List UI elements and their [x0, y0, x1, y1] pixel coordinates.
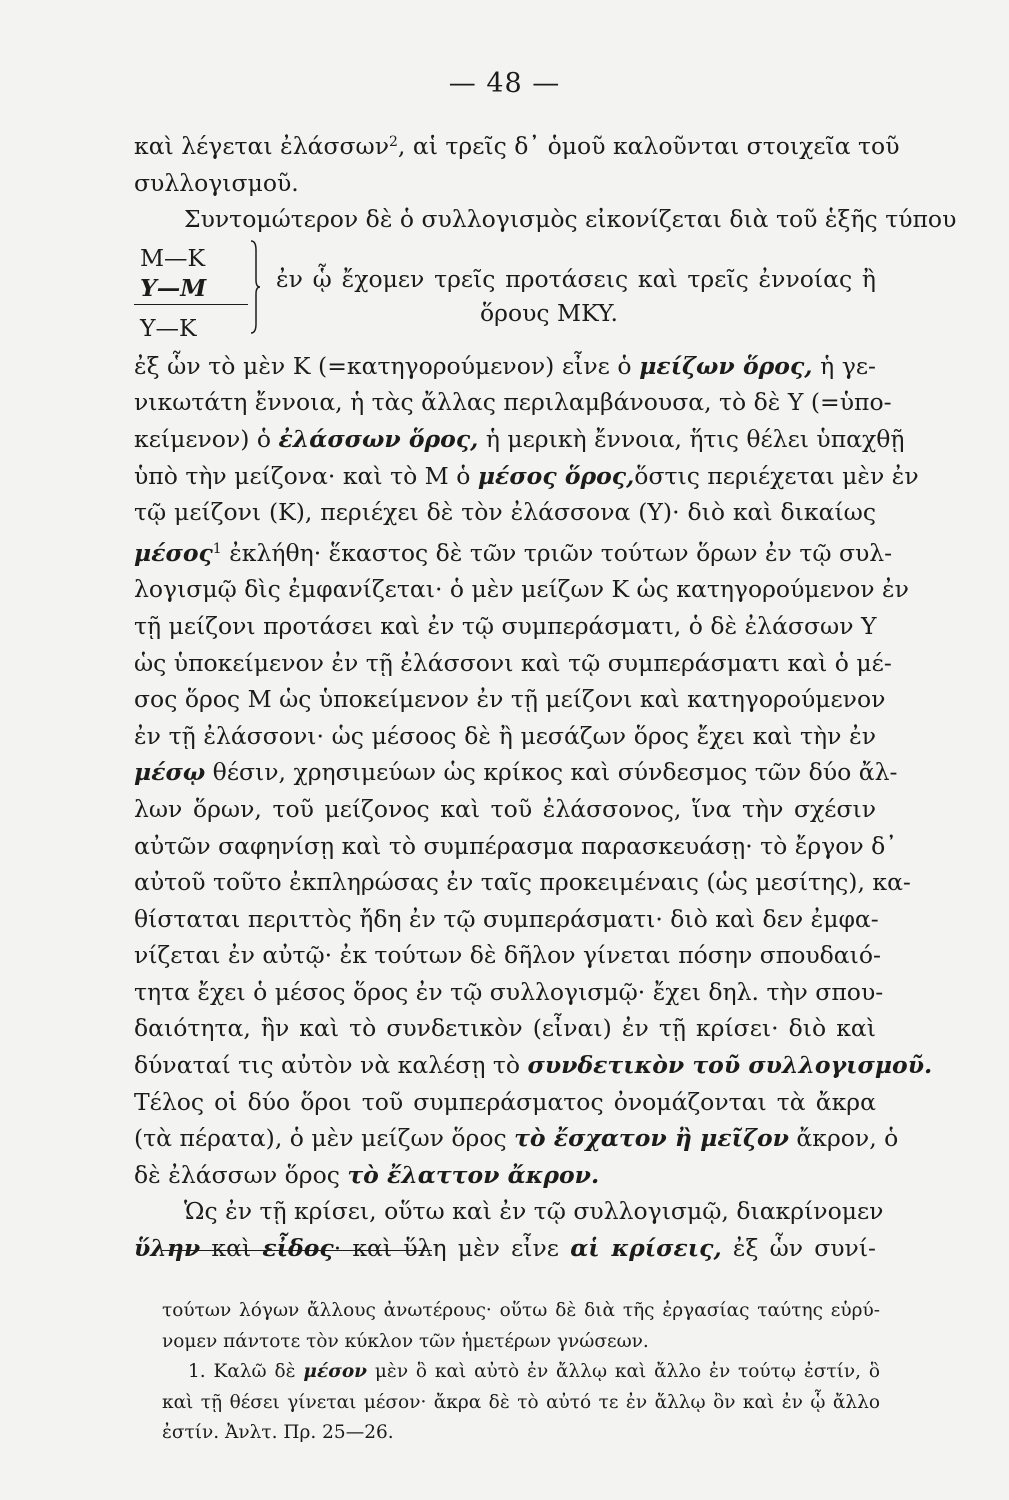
footnote-ref: 1 [212, 540, 222, 557]
text-line: ὡς ὑποκείμενον ἐν τῇ ἐλάσσονι καὶ τῷ συμπεράσματι καὶ ὁ μέ- [134, 648, 892, 677]
text-line: τητα ἔχει ὁ μέσος ὅρος ἐν τῷ συλλογισμῷ· ἔχει δηλ. τὴν σπου- [134, 977, 884, 1006]
footnotes [162, 1296, 880, 1449]
emphasis: συνδετικὸν τοῦ συλλογισμοῦ. [527, 1051, 933, 1080]
text-line: μέσος$^1$ ἐκλήθη· ἕκαστος δὲ τῶν τριῶν τούτων ὅρων ἐν τῷ συλ- [134, 538, 893, 567]
text-line: κείμενον) ὁ ἐλάσσων ὅρος, ἡ μερικὴ ἔννοια, ἥτις θέλει ὑπαχθῇ [134, 424, 905, 453]
schema-explanation [276, 262, 876, 330]
text-line: ὑπὸ τὴν μείζονα· καὶ τὸ M ὁ μέσος ὅρος,ὅστις περιέχεται μὲν ἐν [134, 461, 919, 490]
footnote-line: 1. Καλῶ δὲ μέσον μὲν ὃ καὶ αὐτὸ ἐν ἄλλῳ καὶ ἄλλο ἐν τούτῳ ἐστίν, ὃ [188, 1361, 881, 1382]
text-line: καὶ λέγεται ἐλάσσων$^2$, αἱ τρεῖς δ᾽ ὁμοῦ καλοῦνται στοιχεῖα τοῦ [134, 132, 900, 160]
emphasis: ὕλην [134, 1234, 201, 1263]
footnote-line: νομεν πάντοτε τὸν κύκλον τῶν ἡμετέρων γνώσεων. [162, 1330, 649, 1352]
emphasis: μέσος ὅρος, [477, 461, 635, 490]
conclusion-rule [134, 304, 248, 305]
text-line: νικωτάτη ἔννοια, ἡ τὰς ἄλλας περιλαμβάνουσα, τὸ δὲ Y (=ὑπο- [134, 388, 892, 417]
text-line: λογισμῷ δὶς ἐμφανίζεται· ὁ μὲν μείζων K ὡς κατηγορούμενον ἐν [134, 575, 909, 604]
emphasis: μέσος [134, 538, 213, 567]
syllogism-schema [134, 238, 876, 348]
text-line: τῇ μείζονι προτάσει καὶ ἐν τῷ συμπεράσματι, ὁ δὲ ἐλάσσων Y [134, 611, 877, 640]
footnote-line: τούτων λόγων ἄλλους ἀνωτέρους· οὕτω δὲ διὰ τῆς ἐργασίας ταύτης εὑρύ- [162, 1300, 880, 1321]
major-premise: M—K [140, 243, 206, 272]
text-line: αὐτῶν σαφηνίσῃ καὶ τὸ συμπέρασμα παρασκευάσῃ· τὸ ἔργον δ᾽ [134, 831, 898, 860]
text-line: ἐξ ὧν τὸ μὲν K (=κατηγορούμενον) εἶνε ὁ μείζων ὅρος, ἡ γε- [134, 351, 876, 380]
emphasis: ἐλάσσων ὅρος, [278, 424, 479, 453]
emphasis: μέσον [303, 1361, 368, 1382]
emphasis: τὸ ἔλαττον ἄκρον. [347, 1160, 600, 1189]
text-line: νίζεται ἐν αὐτῷ· ἐκ τούτων δὲ δῆλον γίνεται πόσην σπουδαιό- [134, 941, 881, 970]
text-line: ἐν τῇ ἐλάσσονι· ὡς μέσοος δὲ ἢ μεσάζων ὅρος ἔχει καὶ τὴν ἐν [134, 721, 876, 750]
emphasis: μέσῳ [134, 758, 206, 787]
footnote-line: ἐστίν. Ἀνλτ. Πρ. 25—26. [162, 1422, 394, 1443]
emphasis: εἶδος [262, 1234, 334, 1263]
text-line: σος ὅρος M ὡς ὑποκείμενον ἐν τῇ μείζονι καὶ κατηγορούμενον [134, 685, 886, 714]
text-line: Συντομώτερον δὲ ὁ συλλογισμὸς εἰκονίζεται διὰ τοῦ ἑξῆς τύπου [184, 205, 957, 234]
text-line: ὅρους MKY. [480, 298, 618, 327]
emphasis: αἱ κρίσεις, [570, 1234, 722, 1263]
text-line: Ὡς ἐν τῇ κρίσει, οὕτω καὶ ἐν τῷ συλλογισμῷ, διακρίνομεν [184, 1197, 884, 1226]
main-text [134, 124, 957, 1267]
text-line: δύναταί τις αὐτὸν νὰ καλέσῃ τὸ συνδετικὸν τοῦ συλλογισμοῦ. [134, 1051, 933, 1080]
text-line: λων ὅρων, τοῦ μείζονος καὶ τοῦ ἐλάσσονος, ἵνα τὴν σχέσιν [134, 794, 876, 823]
text-line: συλλογισμοῦ. [134, 168, 299, 197]
text-line: δαιότητα, ἣν καὶ τὸ συνδετικὸν (εἶναι) ἐν τῇ κρίσει· διὸ καὶ [134, 1014, 876, 1043]
footnote-line: καὶ τῇ θέσει γίνεται μέσον· ἄκρα δὲ τὸ αὐτό τε ἐν ἄλλῳ ὂν καὶ ἐν ᾧ ἄλλο [162, 1391, 880, 1413]
emphasis: τὸ ἔσχατον ἢ μεῖζον [514, 1124, 789, 1153]
page-number: — 48 — [448, 68, 561, 99]
text-line: ἐν ᾧ ἔχομεν τρεῖς προτάσεις καὶ τρεῖς ἐννοίας ἢ [276, 264, 876, 293]
text-line: μέσῳ θέσιν, χρησιμεύων ὡς κρίκος καὶ σύνδεσμος τῶν δύο ἄλ- [134, 758, 898, 787]
text-line: (τὰ πέρατα), ὁ μὲν μείζων ὅρος τὸ ἔσχατον ἢ μεῖζον ἄκρον, ὁ [134, 1124, 899, 1153]
text-line: τῷ μείζονι (K), περιέχει δὲ τὸν ἐλάσσονα (Y)· διὸ καὶ δικαίως [134, 498, 876, 527]
conclusion: Y—K [140, 313, 197, 342]
text-line: θίσταται περιττὸς ἤδη ἐν τῷ συμπεράσματι· διὸ καὶ δεν ἐμφα- [134, 904, 879, 933]
brace-icon [250, 240, 260, 334]
emphasis: μείζων ὅρος, [639, 351, 813, 380]
text-line: ὕλην καὶ εἶδος· καὶ ὕλη μὲν εἶνε αἱ κρίσεις, ἐξ ὧν συνί- [134, 1234, 876, 1263]
text-line: αὐτοῦ τοῦτο ἐκπληρώσας ἐν ταῖς προκειμέναις (ὡς μεσίτης), κα- [134, 868, 911, 897]
text-line: Τέλος οἱ δύο ὅροι τοῦ συμπεράσματος ὀνομάζονται τὰ ἄκρα [134, 1087, 876, 1116]
footnote-ref: 2 [389, 134, 398, 150]
minor-premise: Y—M [140, 273, 207, 302]
footnote-divider [162, 1250, 432, 1251]
text-line: δὲ ἐλάσσων ὅρος τὸ ἔλαττον ἄκρον. [134, 1160, 600, 1189]
